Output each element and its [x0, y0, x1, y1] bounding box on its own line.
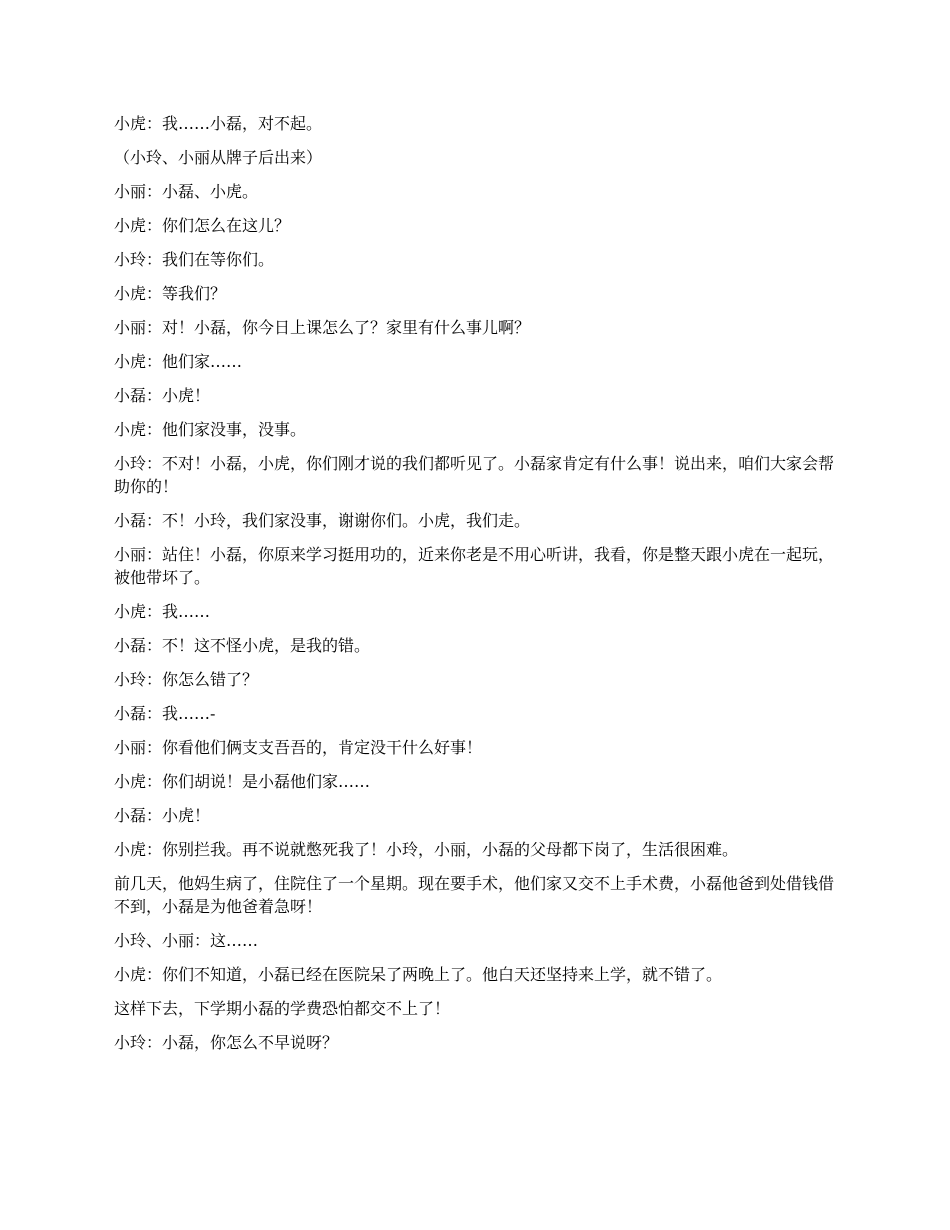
dialogue-line: 小虎：你们怎么在这儿？ — [114, 216, 291, 235]
script-text-body — [114, 112, 839, 1065]
dialogue-line: 小虎：我…… — [114, 602, 211, 621]
dialogue-line: 小虎：他们家没事，没事。 — [114, 420, 307, 439]
dialogue-line: 小丽：你看他们俩支支吾吾的，肯定没干什么好事！ — [114, 738, 483, 757]
dialogue-line: 小磊：不！小玲，我们家没事，谢谢你们。小虎，我们走。 — [114, 511, 531, 530]
dialogue-line: 小磊：不！这不怪小虎，是我的错。 — [114, 636, 371, 655]
dialogue-line: 小玲：小磊，你怎么不早说呀？ — [114, 1033, 339, 1052]
dialogue-line: 小丽：站住！小磊，你原来学习挺用功的，近来你老是不用心听讲，我看，你是整天跟小虎在一起玩，被他带坏了。 — [114, 545, 835, 587]
dialogue-line: 小虎：你们胡说！是小磊他们家…… — [114, 772, 371, 791]
dialogue-line: 小磊：小虎！ — [114, 386, 211, 405]
stage-direction: （小玲、小丽从牌子后出来） — [114, 148, 323, 167]
dialogue-line: 小丽：小磊、小虎。 — [114, 182, 259, 201]
dialogue-line: 小玲、小丽：这…… — [114, 931, 259, 950]
dialogue-line: 小虎：你们不知道，小磊已经在医院呆了两晚上了。他白天还坚持来上学，就不错了。 — [114, 965, 723, 984]
dialogue-line: 小虎：我……小磊，对不起。 — [114, 114, 323, 133]
dialogue-line: 小磊：我……- — [114, 704, 216, 723]
dialogue-line: 小玲：我们在等你们。 — [114, 250, 275, 269]
dialogue-line: 小虎：你别拦我。再不说就憋死我了！小玲，小丽，小磊的父母都下岗了，生活很困难。 — [114, 840, 739, 859]
dialogue-continuation: 这样下去，下学期小磊的学费恐怕都交不上了！ — [114, 999, 451, 1018]
dialogue-line: 小玲：不对！小磊，小虎，你们刚才说的我们都听见了。小磊家肯定有什么事！说出来，咱们大家会帮助你的！ — [114, 454, 835, 496]
dialogue-line: 小磊：小虎！ — [114, 806, 211, 825]
dialogue-line: 小玲：你怎么错了？ — [114, 670, 259, 689]
dialogue-line: 小虎：等我们？ — [114, 284, 227, 303]
dialogue-line: 小丽：对！小磊，你今日上课怎么了？家里有什么事儿啊？ — [114, 318, 531, 337]
dialogue-continuation: 前几天，他妈生病了，住院住了一个星期。现在要手术，他们家又交不上手术费，小磊他爸到处借钱借不到，小磊是为他爸着急呀！ — [114, 874, 835, 916]
dialogue-line: 小虎：他们家…… — [114, 352, 243, 371]
